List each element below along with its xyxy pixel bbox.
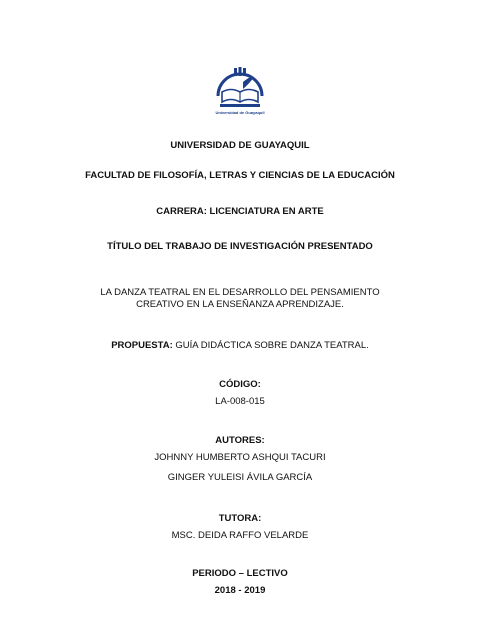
- logo-caption: Universidad de Guayaquil: [215, 110, 265, 115]
- period-value: 2018 - 2019: [214, 585, 266, 596]
- period-label: PERIODO – LECTIVO: [192, 568, 288, 579]
- title-line-2: CREATIVO EN LA ENSEÑANZA APRENDIZAJE.: [136, 299, 344, 310]
- title-line-1: LA DANZA TEATRAL EN EL DESARROLLO DEL PENSAMIENTO: [100, 287, 380, 298]
- author-name-2: GINGER YULEISI ÁVILA GARCÍA: [167, 472, 313, 483]
- tutor-label: TUTORA:: [218, 513, 262, 524]
- authors-label: AUTORES:: [215, 435, 265, 446]
- faculty-name: FACULTAD DE FILOSOFÍA, LETRAS Y CIENCIAS DE LA EDUCACIÓN: [85, 170, 395, 181]
- tutor-name: MSC. DEIDA RAFFO VELARDE: [171, 530, 309, 541]
- career-name: CARRERA: LICENCIATURA EN ARTE: [156, 206, 324, 217]
- proposal-label: PROPUESTA:: [111, 340, 173, 351]
- proposal-line: [0, 340, 480, 352]
- code-value: LA-008-015: [215, 396, 265, 407]
- proposal-value: GUÍA DIDÁCTICA SOBRE DANZA TEATRAL.: [172, 340, 369, 351]
- university-logo: [210, 62, 270, 120]
- code-label: CÓDIGO:: [219, 379, 261, 390]
- university-name: UNIVERSIDAD DE GUAYAQUIL: [170, 140, 310, 151]
- author-name-1: JOHNNY HUMBERTO ASHQUI TACURI: [154, 452, 326, 463]
- university-crest-icon: [210, 62, 270, 112]
- title-heading: TÍTULO DEL TRABAJO DE INVESTIGACIÓN PRESENTADO: [107, 241, 373, 252]
